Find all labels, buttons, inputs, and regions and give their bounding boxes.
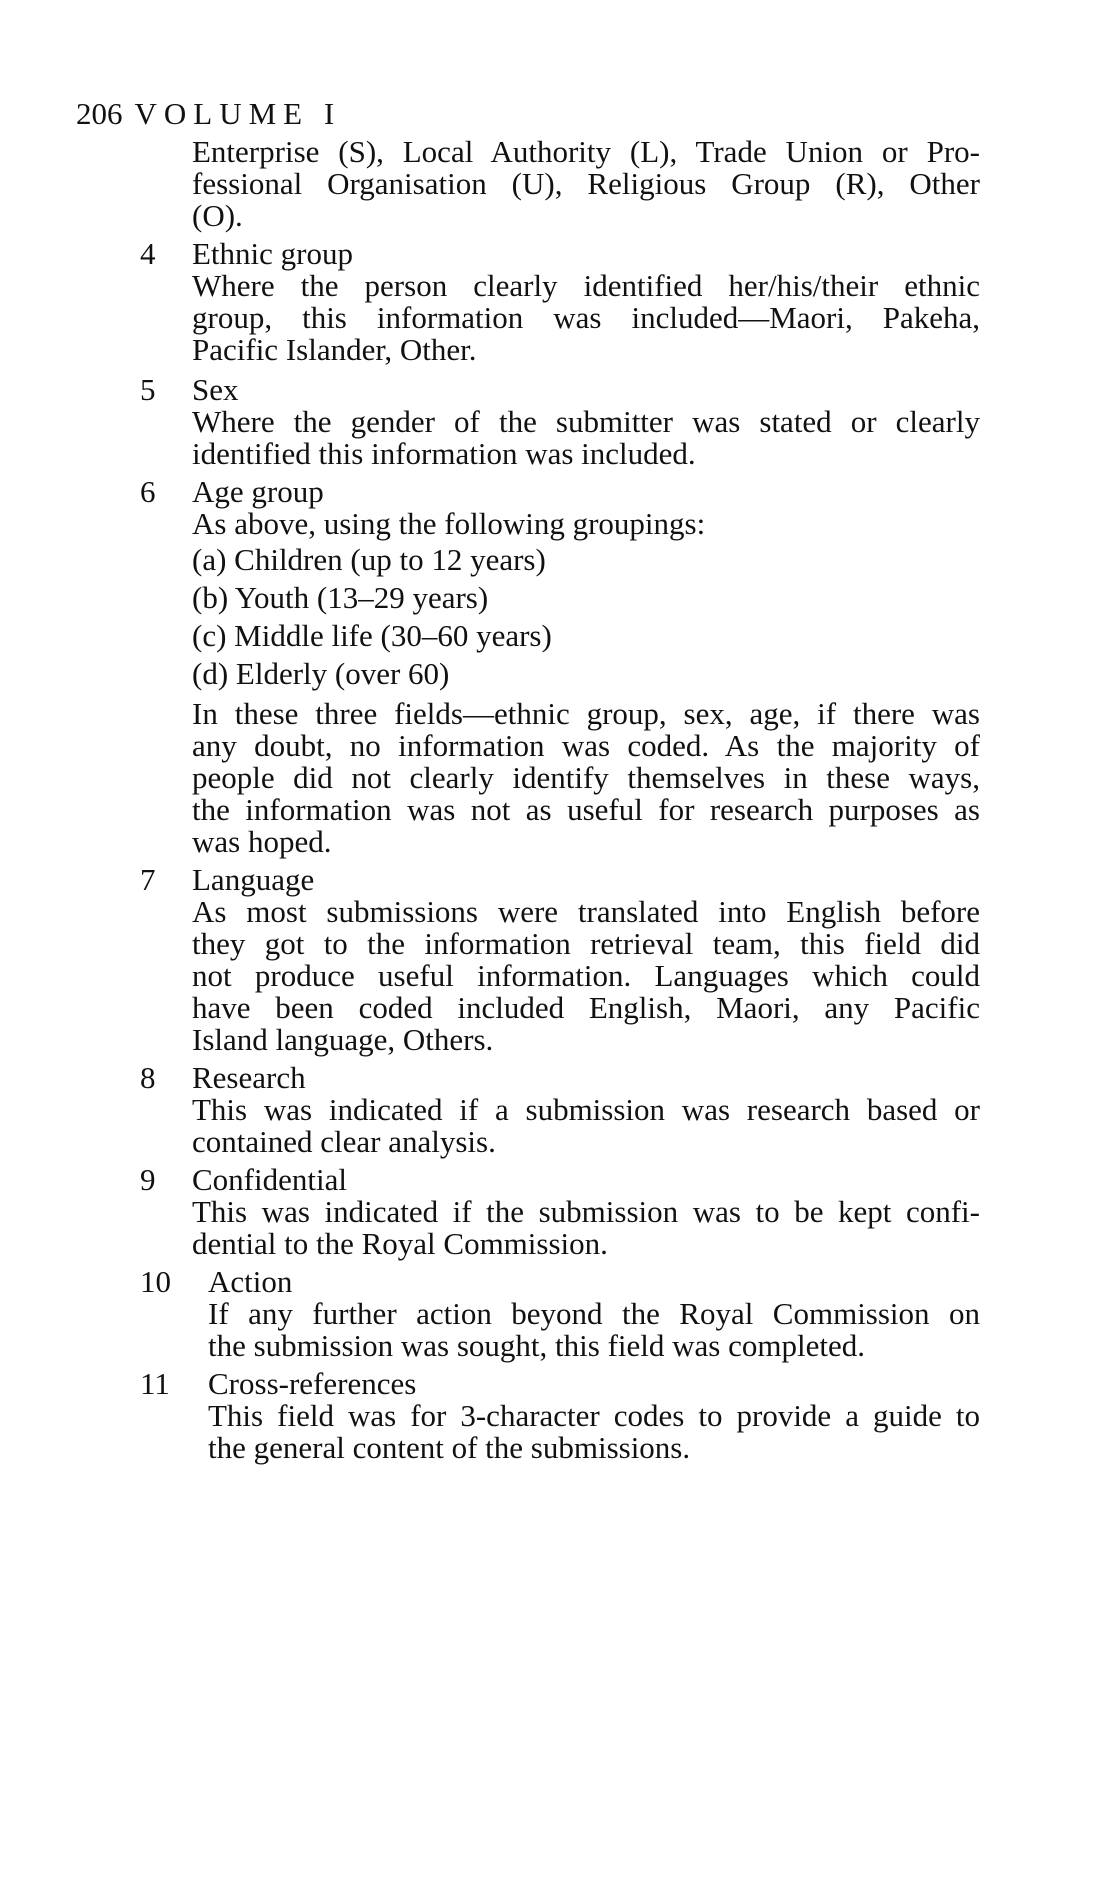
- item-text-line: contained clear analysis.: [192, 1124, 496, 1159]
- item-title: Age group: [192, 474, 324, 509]
- item-text-line: not produce useful information. Languages which could: [192, 958, 980, 993]
- item-text-line: Where the gender of the submitter was stated or clearly: [192, 404, 980, 439]
- item-title: Ethnic group: [192, 236, 353, 271]
- item-text-line: dential to the Royal Commission.: [192, 1226, 608, 1261]
- item-title: Action: [208, 1264, 293, 1299]
- item-text-line: This was indicated if the submission was to be kept confi-: [192, 1194, 980, 1229]
- item-text-line: any doubt, no information was coded. As the majority of: [192, 728, 980, 763]
- intro-line: (O).: [192, 198, 243, 233]
- item-text-line: have been coded included English, Maori, any Pacific: [192, 990, 980, 1025]
- item-title: Confidential: [192, 1162, 347, 1197]
- running-header: [76, 94, 341, 134]
- item-text-line: If any further action beyond the Royal Commission on: [208, 1296, 980, 1331]
- item-text-line: Pacific Islander, Other.: [192, 332, 477, 367]
- item-text-line: was hoped.: [192, 824, 332, 859]
- item-number: 6: [140, 474, 156, 509]
- item-title: Language: [192, 862, 315, 897]
- item-text-line: As most submissions were translated into English before: [192, 894, 980, 929]
- item-text-line: This field was for 3-character codes to provide a guide to: [208, 1398, 980, 1433]
- item-text-line: they got to the information retrieval team, this field did: [192, 926, 980, 961]
- item-number: 11: [140, 1366, 170, 1401]
- intro-line: Enterprise (S), Local Authority (L), Trade Union or Pro-: [192, 134, 980, 169]
- item-text-line: the information was not as useful for research purposes as: [192, 792, 980, 827]
- volume-label: VOLUME I: [134, 96, 342, 131]
- item-number: 7: [140, 862, 156, 897]
- item-text-line: the submission was sought, this field was completed.: [208, 1328, 865, 1363]
- item-text-line: This was indicated if a submission was research based or: [192, 1092, 980, 1127]
- item-text-line: Where the person clearly identified her/his/their ethnic: [192, 268, 980, 303]
- item-text-line: the general content of the submissions.: [208, 1430, 691, 1465]
- item-text-line: identified this information was included.: [192, 436, 696, 471]
- item-number: 10: [140, 1264, 171, 1299]
- item-text-line: As above, using the following groupings:: [192, 506, 706, 541]
- item-title: Sex: [192, 372, 239, 407]
- age-grouping: (c) Middle life (30–60 years): [192, 618, 552, 653]
- intro-line: fessional Organisation (U), Religious Group (R), Other: [192, 166, 980, 201]
- age-grouping: (a) Children (up to 12 years): [192, 542, 546, 577]
- item-text-line: Island language, Others.: [192, 1022, 494, 1057]
- item-number: 4: [140, 236, 156, 271]
- item-title: Cross-references: [208, 1366, 417, 1401]
- item-number: 9: [140, 1162, 156, 1197]
- age-grouping: (b) Youth (13–29 years): [192, 580, 489, 615]
- age-grouping: (d) Elderly (over 60): [192, 656, 450, 691]
- item-title: Research: [192, 1060, 306, 1095]
- item-text-line: people did not clearly identify themselves in these ways,: [192, 760, 980, 795]
- item-text-line: In these three fields—ethnic group, sex, age, if there was: [192, 696, 980, 731]
- page-number: 206: [76, 96, 123, 131]
- item-text-line: group, this information was included—Maori, Pakeha,: [192, 300, 980, 335]
- item-number: 5: [140, 372, 156, 407]
- item-number: 8: [140, 1060, 156, 1095]
